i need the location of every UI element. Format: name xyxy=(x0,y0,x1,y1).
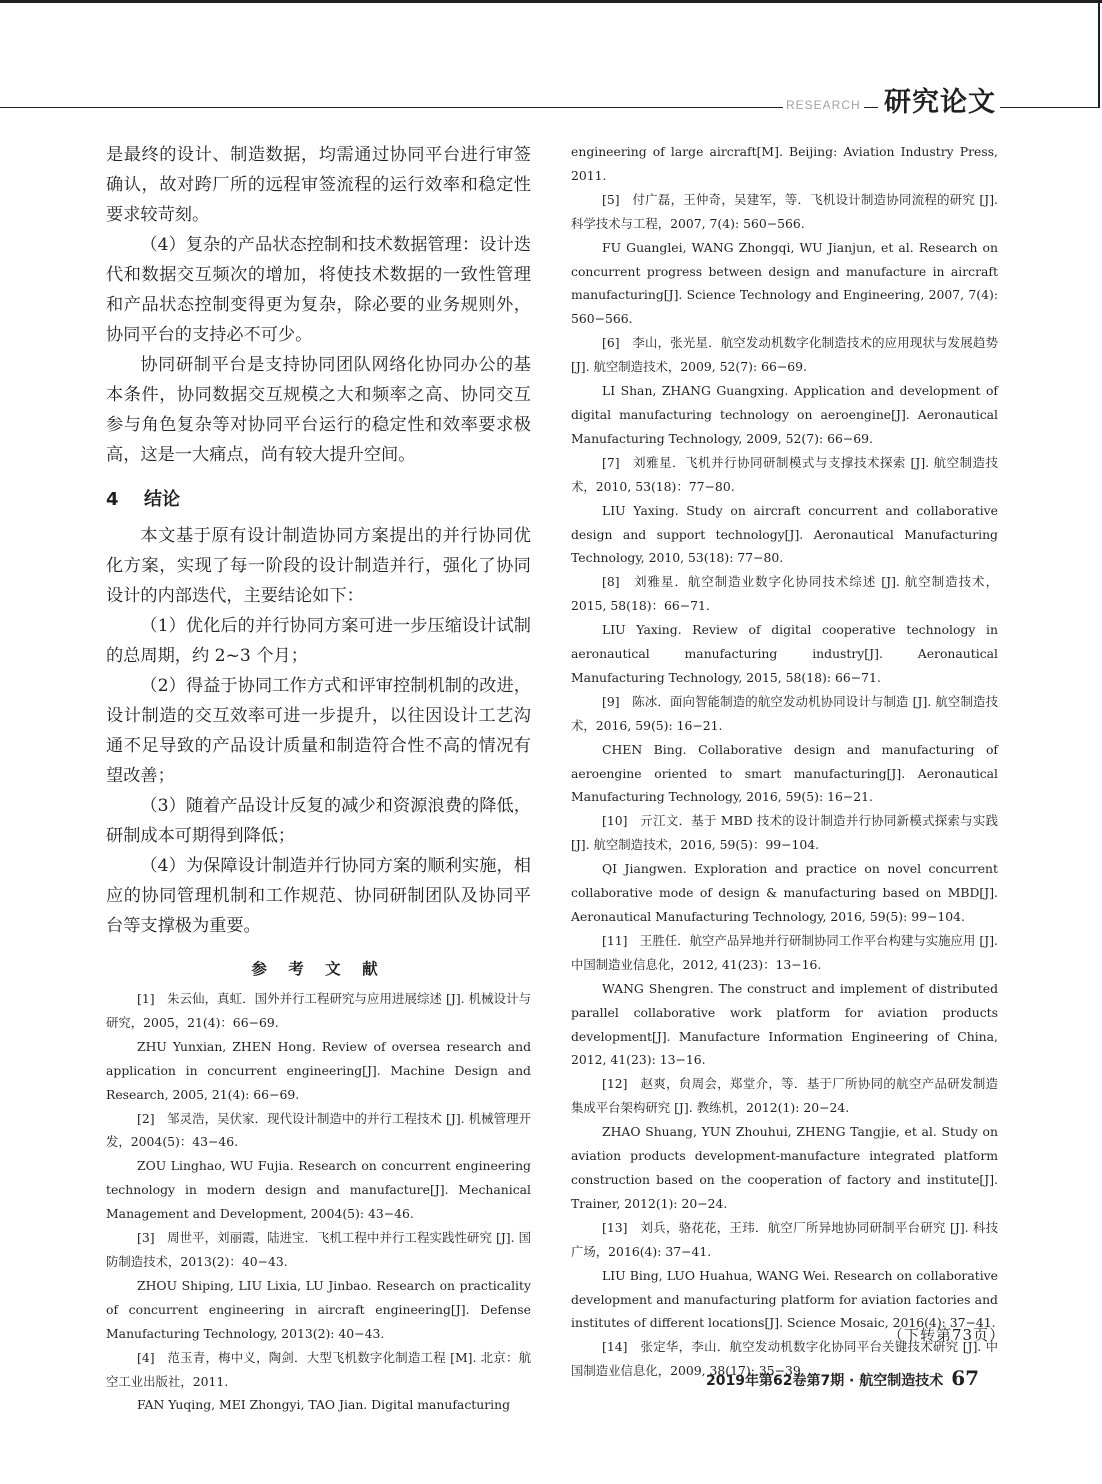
reference-continuation: engineering of large aircraft[M]. Beijing: Aviation Industry Press, 2011. xyxy=(571,144,998,183)
body-paragraph: 协同研制平台是支持协同团队网络化协同办公的基本条件，协同数据交互规模之大和频率之高、协同交互参与角色复杂等对协同平台运行的稳定性和效率要求极高，这是一大痛点，尚有较大提升空间。 xyxy=(106,355,531,465)
right-border-rule xyxy=(1098,0,1100,108)
section-heading xyxy=(106,485,531,515)
reference-entry: ZHAO Shuang, YUN Zhouhui, ZHENG Tangjie, et al. Study on aviation products development-manufacture integrated platform construction based on the cooperation of factory and institute[J]. Trainer, 2012(1): 20−24. xyxy=(571,1124,998,1211)
reference-entry: [9] 陈冰．面向智能制造的航空发动机协同设计与制造 [J]. 航空制造技术，2016, 59(5): 16−21. xyxy=(571,693,998,733)
reference-entry: [13] 刘兵，骆花花，王玮．航空厂所异地协同研制平台研究 [J]. 科技广场，2016(4): 37−41. xyxy=(571,1219,998,1259)
body-paragraph: 是最终的设计、制造数据，均需通过协同平台进行审签确认，故对跨厂所的远程审签流程的运行效率和稳定性要求较苛刻。 xyxy=(106,145,531,225)
reference-entry: QI Jiangwen. Exploration and practice on novel concurrent collaborative mode of design & manufacturing based on MBD[J]. Aeronautical Manufacturing Technology, 2016, 59(5): 99−104. xyxy=(571,861,998,924)
reference-entry: LIU Bing, LUO Huahua, WANG Wei. Research on collaborative development and manufacturing platform for aviation factories and institutes of different locations[J]. Science Mosaic, 2016(4): 37−41. xyxy=(571,1267,998,1331)
reference-entry: [3] 周世平，刘丽霞，陆进宝．飞机工程中并行工程实践性研究 [J]. 国防制造技术，2013(2)：40−43. xyxy=(106,1230,531,1269)
reference-entry: LIU Yaxing. Review of digital cooperative technology in aeronautical manufacturing industry[J]. Aeronautical Manufacturing Technology, 2015, 58(18): 66−71. xyxy=(571,622,998,685)
reference-entry: [2] 邹灵浩，吴伏家．现代设计制造中的并行工程技术 [J]. 机械管理开发，2004(5)：43−46. xyxy=(106,1110,531,1150)
section-number: 4 xyxy=(106,489,119,510)
reference-entry: [12] 赵爽，贠周会，郑堂介，等．基于厂所协同的航空产品研发制造集成平台架构研究 [J]. 教练机，2012(1): 20−24. xyxy=(571,1076,998,1116)
reference-entry: WANG Shengren. The construct and implement of distributed parallel collaborative work platform for aviation products development[J]. Manufacture Information Engineering of China, 2012, 41(23): 13−16. xyxy=(571,980,998,1068)
reference-entry: LI Shan, ZHANG Guangxing. Application and development of digital manufacturing technology on aeroengine[J]. Aeronautical Manufacturing Technology, 2009, 52(7): 66−69. xyxy=(571,383,998,446)
reference-entry: FU Guanglei, WANG Zhongqi, WU Jianjun, et al. Research on concurrent progress between design and manufacture in aircraft manufacturing[J]. Science Technology and Engineering, 2007, 7(4): 560−566. xyxy=(571,239,998,327)
reference-entry: LIU Yaxing. Study on aircraft concurrent and collaborative design and support technology[J]. Aeronautical Manufacturing Technology, 2010, 53(18): 77−80. xyxy=(571,502,998,566)
body-paragraph: （2）得益于协同工作方式和评审控制机制的改进，设计制造的交互效率可进一步提升，以往因设计工艺沟通不足导致的产品设计质量和制造符合性不高的情况有望改善； xyxy=(106,676,531,786)
reference-entry: [1] 朱云仙，真虹．国外并行工程研究与应用进展综述 [J]. 机械设计与研究，2005，21(4)：66−69. xyxy=(106,991,531,1030)
body-paragraph: （3）随着产品设计反复的减少和资源浪费的降低，研制成本可期得到降低； xyxy=(106,796,531,846)
section-label-cn: 研究论文 xyxy=(878,80,1000,119)
section-label-en: RESEARCH xyxy=(783,98,864,112)
top-border-rule xyxy=(0,0,1102,3)
reference-entry: ZHOU Shiping, LIU Lixia, LU Jinbao. Research on practicality of concurrent engineering in aircraft engineering[J]. Defense Manufacturing Technology, 2013(2): 40−43. xyxy=(106,1277,531,1341)
right-column xyxy=(571,140,998,1383)
reference-entry: CHEN Bing. Collaborative design and manufacturing of aeroengine oriented to smart manufacturing[J]. Aeronautical Manufacturing Technology, 2016, 59(5): 16−21. xyxy=(571,741,998,805)
body-paragraph: （1）优化后的并行协同方案可进一步压缩设计试制的总周期，约 2~3 个月； xyxy=(106,616,531,666)
reference-entry: [10] 亓江文．基于 MBD 技术的设计制造并行协同新模式探索与实践 [J]. 航空制造技术，2016, 59(5)：99−104. xyxy=(571,813,998,853)
reference-entry: [8] 刘雅星．航空制造业数字化协同技术综述 [J]. 航空制造技术，2015, 58(18)：66−71. xyxy=(571,574,998,614)
reference-entry: [11] 王胜任．航空产品异地并行研制协同工作平台构建与实施应用 [J]. 中国制造业信息化，2012, 41(23)：13−16. xyxy=(571,932,998,972)
body-paragraph: （4）为保障设计制造并行协同方案的顺利实施，相应的协同管理机制和工作规范、协同研制团队及协同平台等支撑极为重要。 xyxy=(106,856,531,936)
left-column xyxy=(106,140,531,1417)
reference-entry: ZOU Linghao, WU Fujia. Research on concurrent engineering technology in modern design and manufacture[J]. Mechanical Management and Development, 2004(5): 43−46. xyxy=(106,1158,531,1222)
reference-entry: FAN Yuqing, MEI Zhongyi, TAO Jian. Digital manufacturing xyxy=(137,1397,511,1413)
page-number: 67 xyxy=(951,1366,980,1390)
reference-entry: [4] 范玉青，梅中义，陶剑．大型飞机数字化制造工程 [M]. 北京：航空工业出版社，2011. xyxy=(106,1349,531,1389)
body-paragraph: （4）复杂的产品状态控制和技术数据管理：设计迭代和数据交互频次的增加，将使技术数据的一致性管理和产品状态控制变得更为复杂，除必要的业务规则外，协同平台的支持必不可少。 xyxy=(106,235,531,345)
reference-entry: [6] 李山，张光星．航空发动机数字化制造技术的应用现状与发展趋势 [J]. 航空制造技术，2009, 52(7): 66−69. xyxy=(571,335,998,375)
body-paragraph: 本文基于原有设计制造协同方案提出的并行协同优化方案，实现了每一阶段的设计制造并行，强化了协同设计的内部迭代，主要结论如下： xyxy=(106,526,531,606)
journal-issue: 2019年第62卷第7期 · 航空制造技术 xyxy=(706,1373,944,1389)
page-footer xyxy=(706,1366,979,1390)
references-heading: 参 考 文 献 xyxy=(251,960,386,978)
reference-entry: [5] 付广磊，王仲奇，吴建军，等．飞机设计制造协同流程的研究 [J]. 科学技术与工程，2007, 7(4): 560−566. xyxy=(571,191,998,231)
section-title: 结论 xyxy=(144,489,180,510)
continued-on-page-note: （下转第73页） xyxy=(888,1326,1006,1344)
reference-entry: ZHU Yunxian, ZHEN Hong. Review of oversea research and application in concurrent engineering[J]. Machine Design and Research, 2005, 21(4): 66−69. xyxy=(106,1038,531,1102)
reference-entry: [7] 刘雅星．飞机并行协同研制模式与支撑技术探索 [J]. 航空制造技术，2010, 53(18)：77−80. xyxy=(571,454,998,494)
reference-entry: [14] 张定华，李山．航空发动机数字化协同平台关键技术研究 [J]. 中国制造业信息化，2009, 38(17): 35−39. xyxy=(571,1339,998,1379)
